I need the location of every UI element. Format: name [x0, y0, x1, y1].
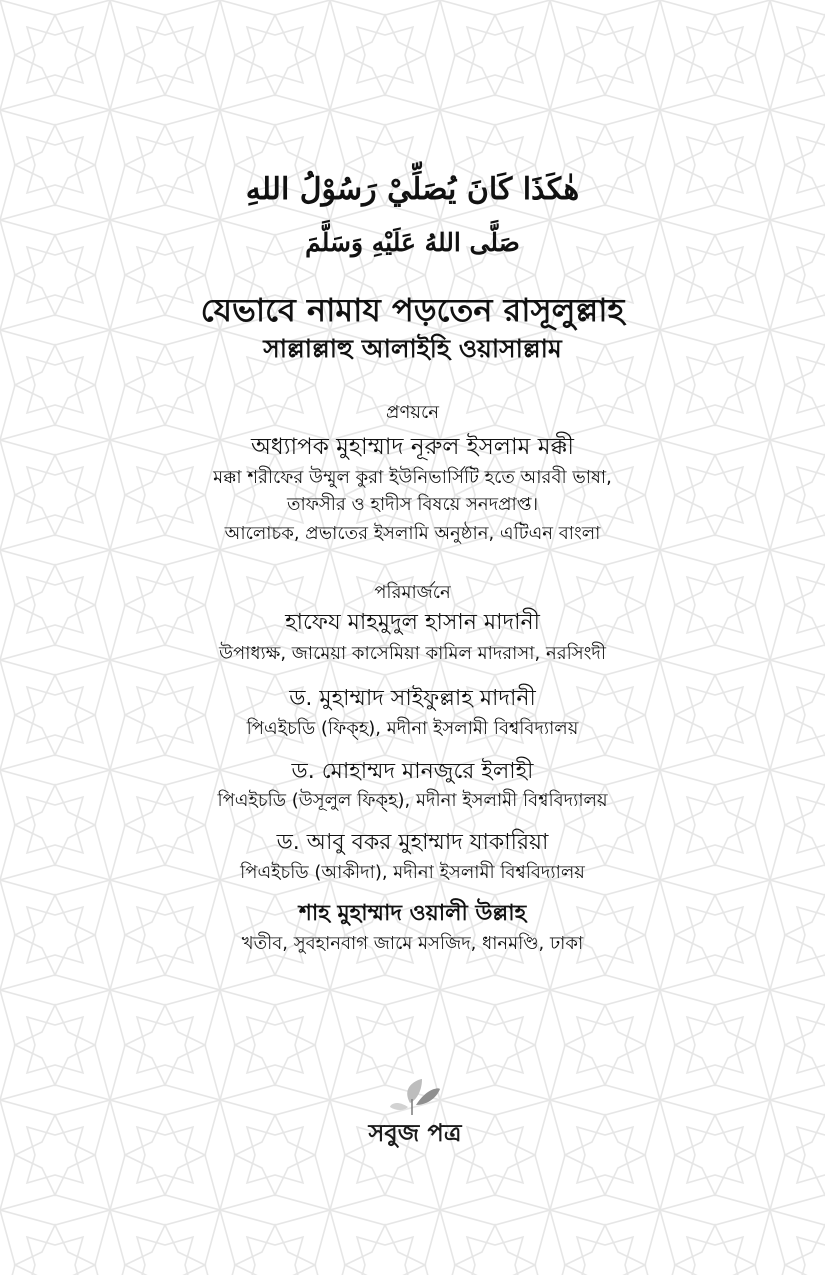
arabic-heading: هٰكَذَا كَانَ يُصَلِّيْ رَسُوْلُ اللهِ — [245, 172, 580, 207]
book-subtitle: সাল্লাল্লাহু আলাইহি ওয়াসাল্লাম — [263, 334, 562, 363]
editor-desc-1: উপাধ্যক্ষ, জামেয়া কাসেমিয়া কামিল মাদরাসা, নরসিংদী — [219, 643, 606, 664]
author-desc-3: আলোচক, প্রভাতের ইসলামি অনুষ্ঠান, এটিএন বাংলা — [224, 523, 601, 544]
editor-name-2: ড. মুহাম্মাদ সাইফুল্লাহ মাদানী — [289, 686, 536, 711]
author-desc-2: তাফসীর ও হাদীস বিষয়ে সনদপ্রাপ্ত। — [286, 494, 539, 515]
svg-text:সবুজ পত্র: সবুজ পত্র — [368, 1119, 462, 1147]
editors-label: পরিমার্জনে — [374, 582, 451, 603]
editor-name-1: হাফেয মাহমুদুল হাসান মাদানী — [285, 610, 540, 635]
editor-desc-5: খতীব, সুবহানবাগ জামে মসজিদ, ধানমণ্ডি, ঢাকা — [241, 933, 584, 954]
editor-name-5: শাহ মুহাম্মাদ ওয়ালী উল্লাহ — [298, 901, 527, 926]
publisher-logo — [360, 1075, 470, 1160]
leaf-icon — [360, 1075, 470, 1160]
editor-desc-4: পিএইচডি (আকীদা), মদীনা ইসলামী বিশ্ববিদ্যালয় — [240, 862, 585, 883]
editor-desc-3: পিএইচডি (উসূলুল ফিক্হ), মদীনা ইসলামী বিশ্ববিদ্যালয় — [217, 790, 608, 811]
editor-desc-2: পিএইচডি (ফিক্হ), মদীনা ইসলামী বিশ্ববিদ্যালয় — [246, 718, 579, 739]
editor-name-4: ড. আবু বকর মুহাম্মাদ যাকারিয়া — [276, 830, 549, 855]
author-desc-1: মক্কা শরীফের উম্মুল কুরা ইউনিভার্সিটি হতে আরবী ভাষা, — [213, 467, 612, 488]
author-label: প্রণয়নে — [386, 402, 439, 423]
book-title: যেভাবে নামায পড়তেন রাসূলুল্লাহ — [200, 291, 625, 329]
editor-name-3: ড. মোহাম্মদ মানজুরে ইলাহী — [291, 759, 534, 784]
author-name: অধ্যাপক মুহাম্মাদ নূরুল ইসলাম মক্কী — [251, 434, 574, 460]
arabic-salutation: صَلَّى اللهُ عَلَيْهِ وَسَلَّمَ — [305, 228, 520, 257]
